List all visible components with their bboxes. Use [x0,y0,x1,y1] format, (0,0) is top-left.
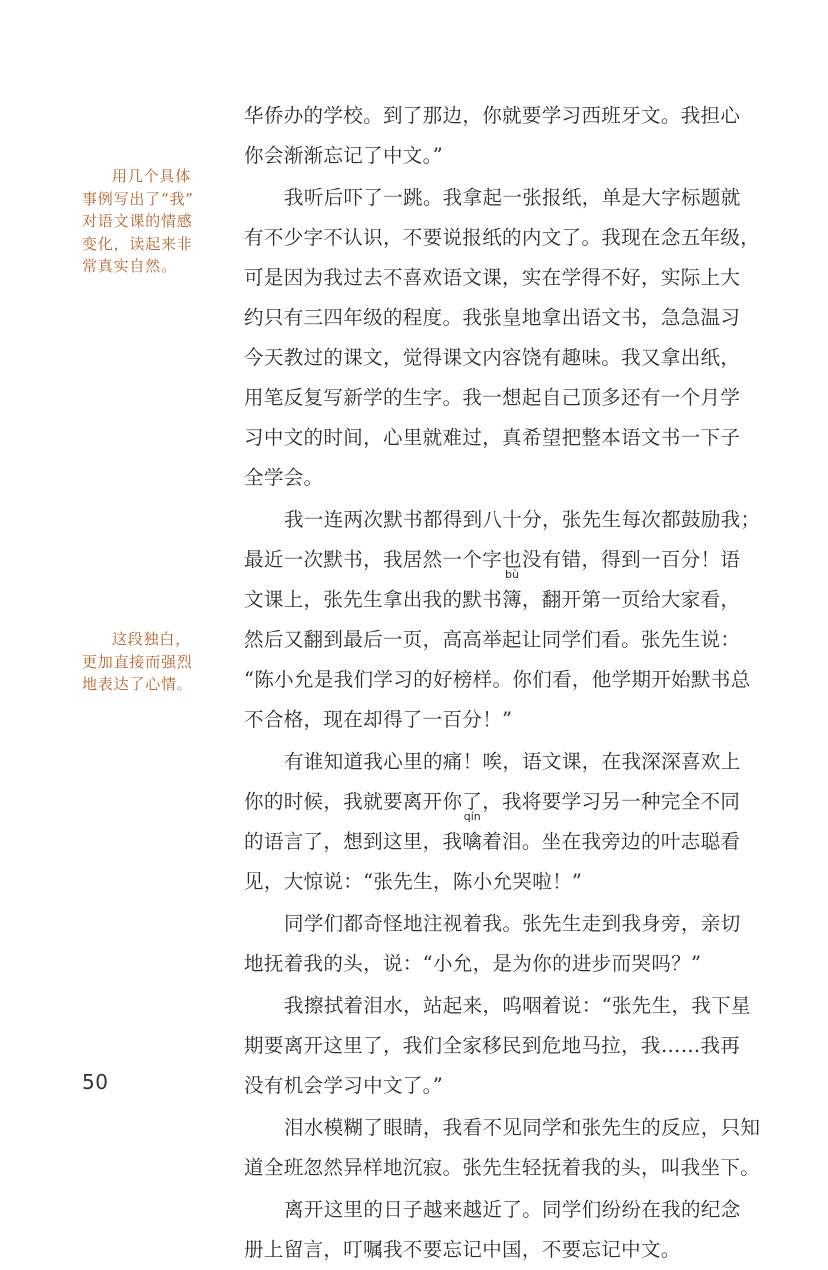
pinyin: bù [505,568,519,581]
pinyin-annotated-char [502,568,522,620]
annotation-line: 变化，读起来非 [82,234,193,253]
annotated-char: 噙 [462,830,483,853]
pinyin-annotated-char [462,810,483,862]
text-segment: 着泪。坐在我旁边的叶志聪看 [482,830,741,853]
text-line: “陈小允是我们学习的好榜样。你们看，他学期开始默书总 [244,668,751,691]
text-line: 泪水模糊了眼睛，我看不见同学和张先生的反应，只知 [284,1116,761,1139]
text-line: 你的时候，我就要离开你了，我将要学习另一种完全不同 [244,790,741,813]
text-line: 然后又翻到最后一页，高高举起让同学们看。张先生说： [244,628,741,651]
paragraph [244,1190,744,1270]
text-line: 地抚着我的头，说：“小允，是为你的进步而哭吗？” [244,952,702,975]
text-line: 最近一次默书，我居然一个字也没有错，得到一百分！语 [244,548,741,571]
margin-annotation [82,628,204,696]
pinyin: qín [463,810,481,823]
annotation-line: 用几个具体 [112,167,192,185]
text-line [244,810,744,862]
annotation-line: 常真实自然。 [82,257,177,275]
text-line: 我擦拭着泪水，站起来，呜咽着说：“张先生，我下星 [284,994,751,1017]
text-line: 可是因为我过去不喜欢语文课，实在学得不好，实际上大 [244,266,741,289]
annotation-line: 地表达了心情。 [82,675,193,693]
margin-annotation [82,165,204,278]
text-segment: 文课上，张先生拿出我的默书 [244,588,503,611]
annotation-line: 对语文课的情感 [82,212,193,230]
text-line: 册上留言，叮嘱我不要忘记中国，不要忘记中文。 [244,1238,681,1261]
text-line: 期要离开这里了，我们全家移民到危地马拉，我……我再 [244,1034,741,1057]
text-segment: ，翻开第一页给大家看， [521,588,741,611]
annotation-line: 事例写出了“我” [82,189,194,208]
text-line: 同学们都奇怪地注视着我。张先生走到我身旁，亲切 [284,912,741,935]
text-line: 约只有三四年级的程度。我张皇地拿出语文书，急急温习 [244,306,741,329]
paragraph [244,178,761,498]
text-line [244,568,744,620]
body-text [244,96,761,1270]
text-line: 你会渐渐忘记了中文。” [244,144,444,167]
text-line: 见，大惊说：“张先生，陈小允哭啦！” [244,870,583,893]
text-line: 有谁知道我心里的痛！唉，语文课，在我深深喜欢上 [284,750,741,773]
annotation-line: 更加直接而强烈 [82,652,193,671]
paragraph [244,500,761,740]
paragraph [244,96,744,176]
text-line: 华侨办的学校。到了那边，你就要学习西班牙文。我担心 [244,104,741,127]
text-segment: 的语言了，想到这里，我 [244,830,463,853]
text-line: 我听后吓了一跳。我拿起一张报纸，单是大字标题就 [284,186,741,209]
paragraph [244,1108,761,1188]
text-line: 不合格，现在却得了一百分！” [244,708,513,731]
text-line: 用笔反复写新学的生字。我一想起自己顶多还有一个月学 [244,386,741,409]
page-number: 50 [82,1070,109,1094]
annotated-char: 簿 [502,588,522,611]
text-line: 有不少字不认识，不要说报纸的内文了。我现在念五年级， [244,226,761,249]
text-line: 离开这里的日子越来越近了。同学们纷纷在我的纪念 [284,1198,741,1221]
text-line: 道全班忽然异样地沉寂。张先生轻抚着我的头，叫我坐下。 [244,1156,761,1179]
paragraph [244,742,744,902]
annotation-line: 这段独白， [112,630,192,648]
text-line: 习中文的时间，心里就难过，真希望把整本语文书一下子 [244,426,741,449]
paragraph [244,904,744,984]
text-line: 今天教过的课文，觉得课文内容饶有趣味。我又拿出纸， [244,346,741,369]
paragraph [244,986,751,1106]
text-line: 全学会。 [244,466,324,489]
text-line: 我一连两次默书都得到八十分，张先生每次都鼓励我； [284,508,761,531]
text-line: 没有机会学习中文了。” [244,1074,444,1097]
